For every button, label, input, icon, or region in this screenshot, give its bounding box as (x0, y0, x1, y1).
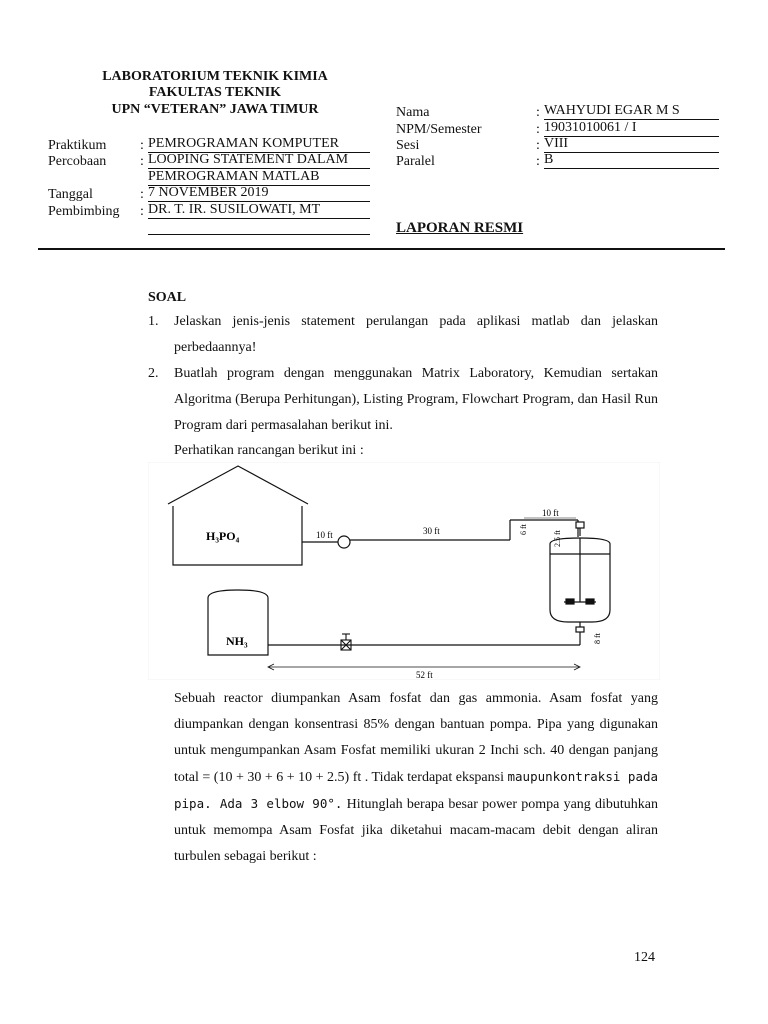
percobaan-value: LOOPING STATEMENT DALAM (148, 152, 370, 169)
praktikum-value: PEMROGRAMAN KOMPUTER (148, 136, 370, 153)
percobaan-value-2: PEMROGRAMAN MATLAB (148, 169, 370, 186)
dim-6ft: 6 ft (519, 524, 528, 535)
item-1-number: 1. (148, 314, 159, 329)
paralel-value: B (544, 152, 719, 169)
dim-25ft: 2.5 ft (553, 530, 562, 547)
item-2-text: Buatlah program dengan menggunakan Matrix Laboratory, Kemudian sertakan Algoritma (Berupa Perhitungan), Listing Program, Flowchart Program, dan Hasil Run Program dari permasalahan berikut ini. (174, 366, 658, 433)
signature-line (148, 234, 370, 235)
item-2-number: 2. (148, 366, 159, 381)
dim-30ft: 30 ft (423, 526, 440, 536)
process-diagram (148, 462, 660, 680)
praktikum-label: Praktikum (48, 138, 107, 153)
faculty-title: FAKULTAS TEKNIK (148, 85, 282, 100)
h3po4-label: H₃PO₄ (206, 529, 240, 543)
percobaan-label: Percobaan (48, 154, 107, 169)
page-number: 124 (634, 950, 655, 965)
nama-value: WAHYUDI EGAR M S (544, 103, 719, 120)
report-title: LAPORAN RESMI (396, 220, 524, 236)
problem-text-2a: maupunkontraksi pada pipa. Ada 3 elbow 90°. (174, 769, 659, 811)
paralel-label: Paralel (396, 154, 435, 169)
problem-text-2b: Hitunglah berapa besar power pompa yang dibutuhkan untuk memompa Asam Fosfat jika diketahui macam-macam debit dengan aliran turbulen sebagai berikut : (174, 797, 658, 864)
sesi-label: Sesi (396, 138, 420, 153)
soal-heading: SOAL (148, 290, 187, 305)
tanggal-label: Tanggal (48, 187, 93, 202)
header-divider (38, 248, 725, 250)
npm-label: NPM/Semester (396, 122, 482, 137)
dim-10ft-a: 10 ft (316, 530, 333, 540)
nama-label: Nama (396, 105, 430, 120)
item-1-text: Jelaskan jenis-jenis statement perulangan pada aplikasi matlab dan jelaskan perbedaannya! (174, 314, 658, 355)
nh3-label: NH₃ (226, 634, 248, 648)
dim-8ft: 8 ft (593, 633, 602, 644)
tanggal-value: 7 NOVEMBER 2019 (148, 185, 370, 202)
pembimbing-value: DR. T. IR. SUSILOWATI, MT (148, 202, 370, 219)
lab-title: LABORATORIUM TEKNIK KIMIA (102, 69, 328, 84)
pembimbing-label: Pembimbing (48, 204, 120, 219)
dim-52ft: 52 ft (416, 670, 433, 680)
dim-10ft-b: 10 ft (542, 508, 559, 518)
problem-text-1: Sebuah reactor diumpankan Asam fosfat dan gas ammonia. Asam fosfat yang diumpankan dengan konsentrasi 85% dengan bantuan pompa. Pipa yang digunakan untuk mengumpankan Asam Fosfat memiliki ukuran 2 Inchi sch. 40 dengan panjang total = (10 + 30 + 6 + 10 + 2.5) ft . Tidak terdapat ekspansi (174, 691, 658, 785)
sesi-value: VIII (544, 136, 719, 153)
problem-paragraph (174, 686, 658, 870)
lead-text: Perhatikan rancangan berikut ini : (174, 443, 364, 458)
npm-value: 19031010061 / I (544, 120, 719, 137)
university-title: UPN “VETERAN” JAWA TIMUR (111, 102, 319, 117)
